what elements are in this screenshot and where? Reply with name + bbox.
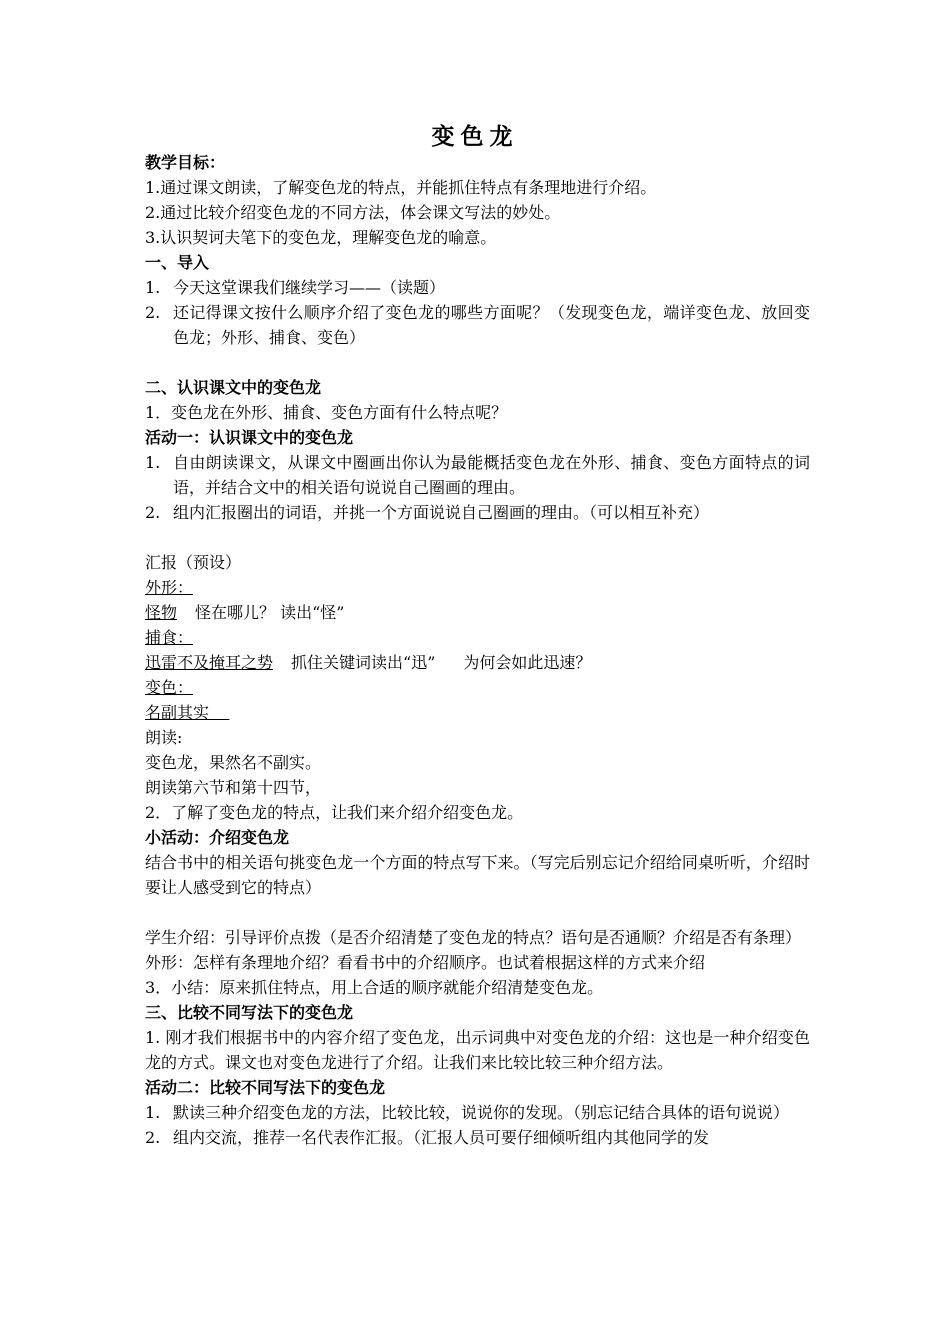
goal-3: 3.认识契诃夫笔下的变色龙，理解变色龙的喻意。 (145, 228, 497, 247)
section1-heading: 一、导入 (145, 253, 210, 272)
activity1-item (145, 450, 810, 500)
bianse-label: 变色： (145, 678, 194, 697)
small-activity-heading: 小活动：介绍变色龙 (145, 828, 290, 847)
item-number: 1. (145, 278, 161, 297)
item-number: 2. (145, 503, 161, 522)
waixing-label: 外形： (145, 578, 194, 597)
item-text: 自由朗读课文，从课文中圈画出你认为最能概括变色龙在外形、捕食、变色方面特点的词语，并结合文中的相关语句说说自己圈画的理由。 (173, 453, 810, 497)
activity1-item (145, 500, 810, 525)
keyword-guaiwu: 怪物 (145, 603, 178, 622)
section3-heading: 三、比较不同写法下的变色龙 (145, 1003, 354, 1022)
activity1-heading: 活动一：认识课文中的变色龙 (145, 428, 354, 447)
item-number: 1. (145, 453, 161, 472)
bushi-label: 捕食： (145, 628, 194, 647)
section2-question2: 2．了解了变色龙的特点，让我们来介绍介绍变色龙。 (145, 803, 524, 822)
section1-item (145, 300, 810, 350)
item-text: 今天这堂课我们继续学习——（读题） (173, 278, 446, 297)
item-number: 2. (145, 303, 161, 322)
summary: 3．小结：原来抓住特点，用上合适的顺序就能介绍清楚变色龙。 (145, 978, 604, 997)
student-intro: 学生介绍：引导评价点拨（是否介绍清楚了变色龙的特点？语句是否通顺？介绍是否有条理） (145, 928, 802, 947)
xunlei-line: 迅雷不及掩耳之势 抓住关键词读出“迅” 为何会如此迅速？ (145, 653, 592, 672)
section2-question1: 1．变色龙在外形、捕食、变色方面有什么特点呢？ (145, 403, 508, 422)
item-text: 还记得课文按什么顺序介绍了变色龙的哪些方面呢？（发现变色龙，端详变色龙、放回变色龙；外形、捕食、变色） (173, 303, 810, 347)
item-text: 组内汇报圈出的词语，并挑一个方面说说自己圈画的理由。（可以相互补充） (173, 503, 710, 522)
langdu2-line: 朗读第六节和第十四节， (145, 778, 322, 797)
item-text: 默读三种介绍变色龙的方法，比较比较，说说你的发现。（别忘记结合具体的语句说说） (173, 1103, 790, 1122)
activity2-heading: 活动二：比较不同写法下的变色龙 (145, 1078, 386, 1097)
mingfu-line (145, 700, 810, 725)
goal-2: 2.通过比较介绍变色龙的不同方法，体会课文写法的妙处。 (145, 203, 561, 222)
langdu-label: 朗读: (145, 728, 183, 747)
section1-item (145, 275, 810, 300)
keyword-xunlei: 迅雷不及掩耳之势 (145, 653, 274, 672)
item-number: 1. (145, 1103, 161, 1122)
goals-heading: 教学目标： (145, 153, 226, 172)
goal-1: 1.通过课文朗读，了解变色龙的特点，并能抓住特点有条理地进行介绍。 (145, 178, 657, 197)
report-label: 汇报（预设） (145, 553, 242, 572)
section2-heading: 二、认识课文中的变色龙 (145, 378, 322, 397)
waixing-how: 外形：怎样有条理地介绍？看看书中的介绍顺序。也试着根据这样的方式来介绍 (145, 953, 706, 972)
document-body (145, 150, 810, 1150)
guaiwu-line: 怪物 怪在哪儿？ 读出“怪” (145, 603, 345, 622)
item-text: 组内交流，推荐一名代表作汇报。（汇报人员可要仔细倾听组内其他同学的发 (173, 1128, 710, 1147)
item-number: 2. (145, 1128, 161, 1147)
section3-paragraph: 1. 刚才我们根据书中的内容介绍了变色龙，出示词典中对变色龙的介绍：这也是一种介绍变色龙的方式。课文也对变色龙进行了介绍。让我们来比较比较三种介绍方法。 (145, 1028, 810, 1072)
small-activity-text: 结合书中的相关语句挑变色龙一个方面的特点写下来。（写完后别忘记介绍给同桌听听，介绍时要让人感受到它的特点） (145, 853, 810, 897)
keyword-mingfu: 名副其实 (145, 703, 210, 722)
guoran-line: 变色龙，果然名不副实。 (145, 753, 322, 772)
page-title: 变色龙 (431, 124, 519, 150)
activity2-item (145, 1100, 810, 1125)
activity2-item (145, 1125, 810, 1150)
